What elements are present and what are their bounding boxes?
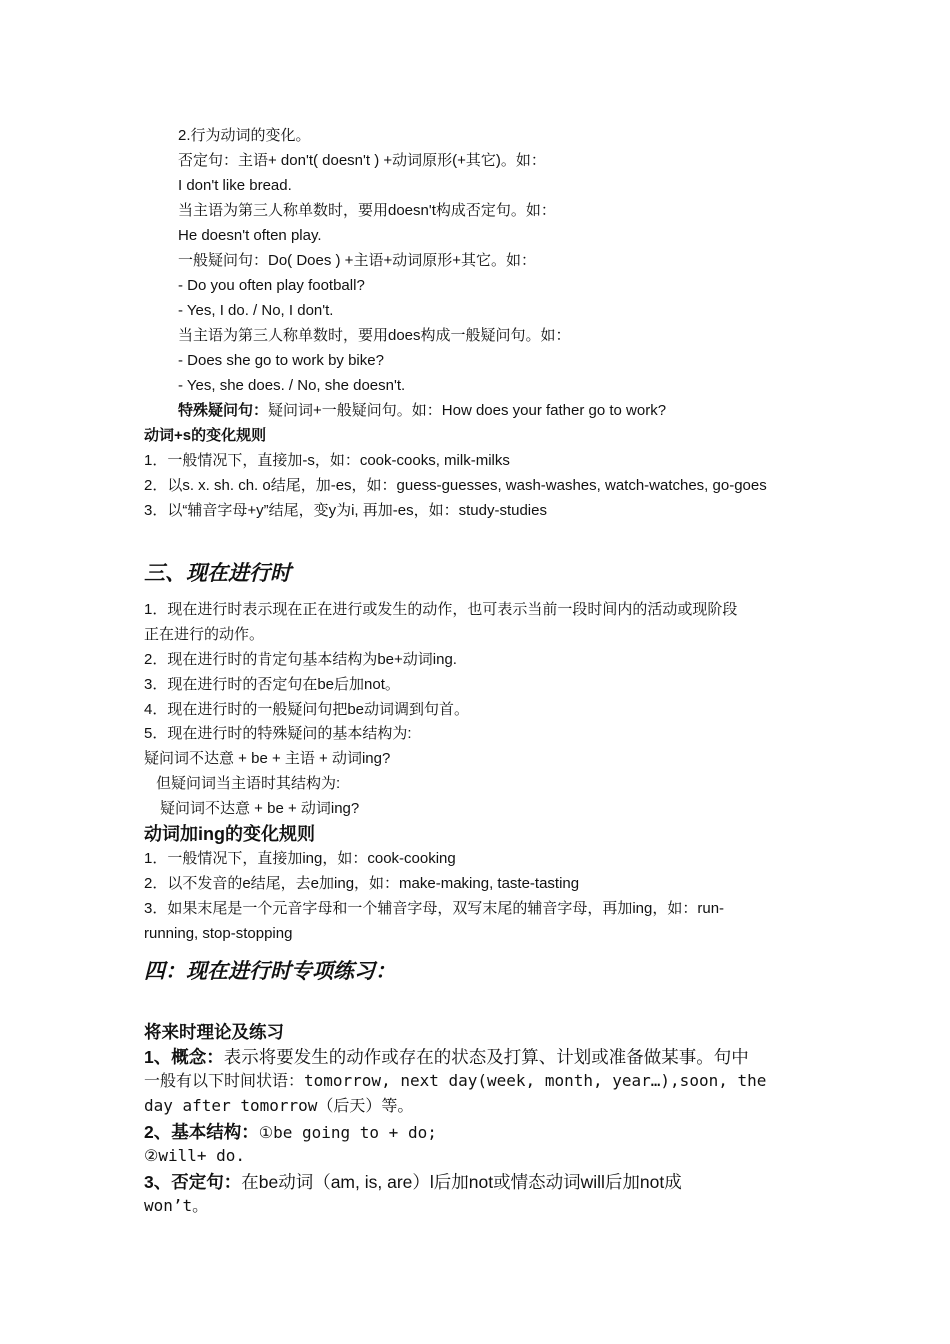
negative-rule: 否定句：主语+ don't( doesn't ) +动词原形(+其它)。如： [178, 152, 546, 169]
progressive-rule-3: 3．现在进行时的否定句在be后加not。 [144, 676, 400, 693]
future-structure-line [144, 1120, 437, 1145]
structure-label: 2、基本结构： [144, 1122, 259, 1142]
s-rule-item: 2．以s. x. sh. ch. o结尾，加-es，如：guess-guesses, wash-washes, watch-watches, go-goes [144, 477, 767, 494]
structure-formula: 疑问词不达意 + be + 主语 + 动词ing? [144, 750, 391, 767]
section-heading: 2.行为动词的变化。 [178, 127, 311, 144]
special-question-text: 疑问词+一般疑问句。如：How does your father go to work? [268, 402, 667, 419]
question-third-person-answer: - Yes, she does. / No, she doesn't. [178, 377, 406, 394]
concept-text-cont: 一般有以下时间状语：tomorrow, next day(week, month, year…),soon, the [144, 1071, 767, 1090]
negative-label: 3、否定句： [144, 1172, 242, 1192]
concept-text: 表示将要发生的动作或存在的状态及打算、计划或准备做某事。句中 [223, 1047, 749, 1067]
future-concept-line [144, 1045, 749, 1069]
question-third-person-example: - Does she go to work by bike? [178, 352, 384, 369]
ing-rule-item: 3．如果末尾是一个元音字母和一个辅音字母，双写末尾的辅音字母，再加ing，如：run- [144, 900, 725, 917]
progressive-rule-1-cont: 正在进行的动作。 [144, 626, 265, 643]
question-rule: 一般疑问句：Do( Does ) +主语+动词原形+其它。如： [178, 252, 536, 269]
structure-subject-formula: 疑问词不达意 + be + 动词ing? [160, 800, 360, 817]
negative-text: 在be动词（am, is, are）l后加not或情态动词will后加not成 [241, 1172, 682, 1192]
section-title: 四：现在进行时专项练习： [144, 960, 396, 983]
ing-rule-item: 1．一般情况下，直接加ing，如：cook-cooking [144, 850, 456, 867]
negative-third-person-example: He doesn't often play. [178, 227, 322, 244]
future-negative-line [144, 1170, 682, 1194]
concept-text-cont: day after tomorrow（后天）等。 [144, 1096, 414, 1115]
question-example-answer: - Yes, I do. / No, I don't. [178, 302, 334, 319]
s-rules-title: 动词+s的变化规则 [144, 427, 267, 444]
question-example: - Do you often play football? [178, 277, 365, 294]
s-rule-item: 3．以“辅音字母+y”结尾，变y为i, 再加-es，如：study-studies [144, 502, 547, 519]
future-title: 将来时理论及练习 [144, 1022, 284, 1042]
progressive-rule-4: 4．现在进行时的一般疑问句把be动词调到句首。 [144, 701, 470, 718]
structure-option-2: ②will+ do. [144, 1146, 246, 1165]
negative-third-person-rule: 当主语为第三人称单数时，要用doesn't构成否定句。如： [178, 202, 556, 219]
progressive-rule-5: 5．现在进行时的特殊疑问的基本结构为: [144, 725, 412, 742]
special-question-line [178, 401, 666, 421]
special-question-label: 特殊疑问句： [178, 402, 269, 419]
ing-rules-title: 动词加ing的变化规则 [144, 824, 315, 844]
negative-example: I don't like bread. [178, 177, 292, 194]
ing-rule-item: 2．以不发音的e结尾，去e加ing，如：make-making, taste-tasting [144, 875, 580, 892]
concept-label: 1、概念： [144, 1047, 224, 1067]
structure-option-1: ①be going to + do; [258, 1123, 437, 1142]
structure-subject-intro: 但疑问词当主语时其结构为: [156, 775, 341, 792]
section-title: 三、现在进行时 [144, 562, 291, 585]
progressive-rule-1: 1．现在进行时表示现在正在进行或发生的动作，也可表示当前一段时间内的活动或现阶段 [144, 601, 738, 618]
ing-rule-item-cont: running, stop-stopping [144, 925, 293, 942]
negative-text-cont: won’t。 [144, 1196, 209, 1215]
s-rule-item: 1．一般情况下，直接加-s，如：cook-cooks, milk-milks [144, 452, 510, 469]
progressive-rule-2: 2．现在进行时的肯定句基本结构为be+动词ing. [144, 651, 457, 668]
question-third-person-rule: 当主语为第三人称单数时，要用does构成一般疑问句。如： [178, 327, 571, 344]
